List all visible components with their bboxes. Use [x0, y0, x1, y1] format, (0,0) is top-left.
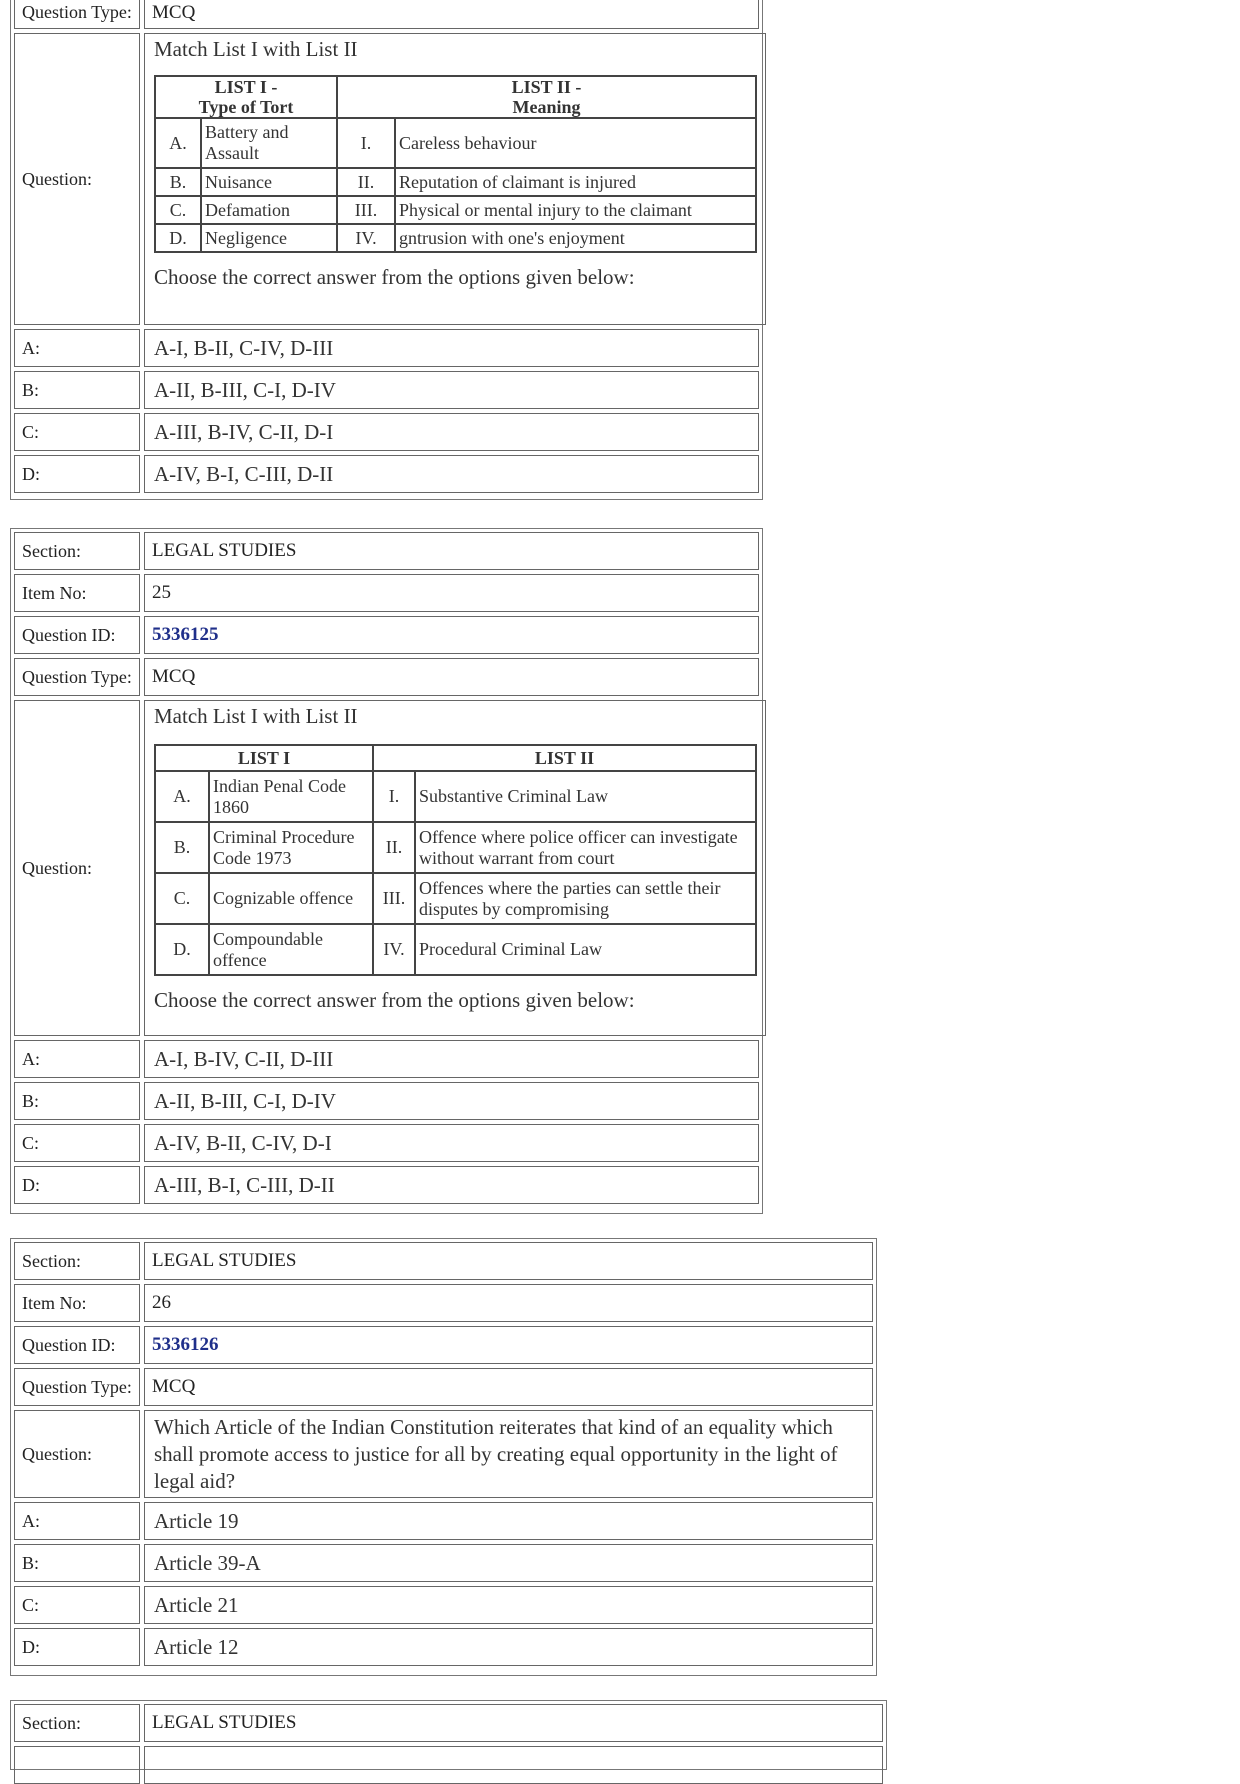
row-item: Nuisance [201, 168, 337, 196]
row-meaning: Offence where police officer can investigate without warrant from court [415, 822, 756, 873]
item-no-label: Item No: [14, 1284, 140, 1322]
question-type-row [14, 658, 759, 696]
question-type-label: Question Type: [14, 1368, 140, 1406]
item-no-value [144, 1746, 883, 1784]
option-c-label: C: [14, 413, 140, 451]
question-row [14, 700, 759, 1036]
option-row-a[interactable] [14, 329, 759, 367]
question-type-row [14, 1368, 873, 1406]
item-no-row [14, 1284, 873, 1322]
question-text: Which Article of the Indian Constitution reiterates that kind of an equality which shall promote access to justice for all by creating equal opportunity in the light of legal aid? [154, 1415, 838, 1493]
option-row-b[interactable] [14, 371, 759, 409]
option-row-b[interactable] [14, 1082, 759, 1120]
row-meaning: Substantive Criminal Law [415, 771, 756, 822]
row-item: Negligence [201, 224, 337, 252]
option-c-label: C: [14, 1586, 140, 1624]
question-label: Question: [14, 1410, 140, 1498]
option-d-text[interactable]: Article 12 [144, 1628, 873, 1666]
option-row-c[interactable] [14, 1586, 873, 1624]
option-c-text[interactable]: Article 21 [144, 1586, 873, 1624]
option-row-d[interactable] [14, 1166, 759, 1204]
question-type-row [14, 0, 759, 29]
option-row-d[interactable] [14, 455, 759, 493]
question-block-27 [10, 1700, 887, 1770]
row-num: II. [337, 168, 395, 196]
row-meaning: Offences where the parties can settle their disputes by compromising [415, 873, 756, 924]
option-c-text[interactable]: A-IV, B-II, C-IV, D-I [144, 1124, 759, 1162]
option-c-text[interactable]: A-III, B-IV, C-II, D-I [144, 413, 759, 451]
question-block-26 [10, 1238, 877, 1676]
row-num: I. [337, 118, 395, 168]
option-row-a[interactable] [14, 1040, 759, 1078]
match-table-header [155, 745, 756, 771]
option-a-label: A: [14, 1040, 140, 1078]
row-key: C. [155, 196, 201, 224]
row-num: I. [373, 771, 415, 822]
question-id-value [144, 1326, 873, 1364]
option-b-text[interactable]: Article 39-A [144, 1544, 873, 1582]
row-key: B. [155, 822, 209, 873]
match-table [154, 744, 757, 976]
match-row [155, 771, 756, 822]
row-meaning: Physical or mental injury to the claimant [395, 196, 756, 224]
row-num: III. [337, 196, 395, 224]
match-row [155, 924, 756, 975]
match-row [155, 224, 756, 252]
row-num: IV. [373, 924, 415, 975]
item-no-row [14, 574, 759, 612]
list1-header: LIST I - Type of Tort [155, 76, 337, 118]
row-num: III. [373, 873, 415, 924]
option-b-text[interactable]: A-II, B-III, C-I, D-IV [144, 371, 759, 409]
option-d-text[interactable]: A-III, B-I, C-III, D-II [144, 1166, 759, 1204]
row-key: D. [155, 924, 209, 975]
row-item: Compoundable offence [209, 924, 373, 975]
question-id-row [14, 616, 759, 654]
question-content [144, 33, 766, 325]
question-id-value [144, 616, 759, 654]
option-a-label: A: [14, 329, 140, 367]
option-d-label: D: [14, 455, 140, 493]
section-label: Section: [14, 1242, 140, 1280]
row-item: Battery and Assault [201, 118, 337, 168]
option-a-label: A: [14, 1502, 140, 1540]
row-meaning: Reputation of claimant is injured [395, 168, 756, 196]
question-intro: Match List I with List II [154, 37, 358, 61]
option-d-label: D: [14, 1628, 140, 1666]
question-content [144, 700, 766, 1036]
question-intro: Match List I with List II [154, 704, 358, 728]
section-row [14, 1704, 883, 1742]
section-row [14, 1242, 873, 1280]
question-content [144, 1410, 873, 1498]
row-item: Cognizable offence [209, 873, 373, 924]
list2-header: LIST II - Meaning [337, 76, 756, 118]
option-row-b[interactable] [14, 1544, 873, 1582]
question-type-value: MCQ [144, 1368, 873, 1406]
row-key: A. [155, 771, 209, 822]
question-type-label: Question Type: [14, 0, 140, 29]
item-no-value: 26 [144, 1284, 873, 1322]
section-value: LEGAL STUDIES [144, 1242, 873, 1280]
option-b-label: B: [14, 1544, 140, 1582]
question-type-value: MCQ [144, 0, 759, 29]
row-meaning: Procedural Criminal Law [415, 924, 756, 975]
option-b-text[interactable]: A-II, B-III, C-I, D-IV [144, 1082, 759, 1120]
row-item: Criminal Procedure Code 1973 [209, 822, 373, 873]
question-type-value: MCQ [144, 658, 759, 696]
row-key: C. [155, 873, 209, 924]
match-table [154, 75, 757, 253]
match-row [155, 873, 756, 924]
row-item: Defamation [201, 196, 337, 224]
match-row [155, 822, 756, 873]
option-a-text[interactable]: A-I, B-IV, C-II, D-III [144, 1040, 759, 1078]
question-block-24 [10, 0, 763, 500]
question-type-label: Question Type: [14, 658, 140, 696]
section-value: LEGAL STUDIES [144, 1704, 883, 1742]
question-id-label: Question ID: [14, 616, 140, 654]
item-no-label [14, 1746, 140, 1784]
section-label: Section: [14, 532, 140, 570]
option-d-text[interactable]: A-IV, B-I, C-III, D-II [144, 455, 759, 493]
choose-instruction: Choose the correct answer from the options given below: [154, 265, 635, 289]
match-row [155, 168, 756, 196]
choose-instruction: Choose the correct answer from the options given below: [154, 988, 635, 1012]
question-id-row [14, 1326, 873, 1364]
option-b-label: B: [14, 371, 140, 409]
question-row [14, 33, 759, 325]
match-table-header [155, 76, 756, 118]
question-id-number: 5336125 [152, 624, 219, 645]
option-a-text[interactable]: A-I, B-II, C-IV, D-III [144, 329, 759, 367]
row-num: IV. [337, 224, 395, 252]
item-no-row [14, 1746, 883, 1784]
option-row-c[interactable] [14, 413, 759, 451]
option-a-text[interactable]: Article 19 [144, 1502, 873, 1540]
option-row-c[interactable] [14, 1124, 759, 1162]
item-no-value: 25 [144, 574, 759, 612]
row-num: II. [373, 822, 415, 873]
question-label: Question: [14, 700, 140, 1036]
row-item: Indian Penal Code 1860 [209, 771, 373, 822]
question-id-label: Question ID: [14, 1326, 140, 1364]
option-row-a[interactable] [14, 1502, 873, 1540]
section-row [14, 532, 759, 570]
question-row [14, 1410, 873, 1498]
list2-header: LIST II [373, 745, 756, 771]
match-row [155, 118, 756, 168]
question-label: Question: [14, 33, 140, 325]
row-key: A. [155, 118, 201, 168]
option-b-label: B: [14, 1082, 140, 1120]
question-id-number: 5336126 [152, 1334, 219, 1355]
match-row [155, 196, 756, 224]
item-no-label: Item No: [14, 574, 140, 612]
section-value: LEGAL STUDIES [144, 532, 759, 570]
option-row-d[interactable] [14, 1628, 873, 1666]
option-c-label: C: [14, 1124, 140, 1162]
option-d-label: D: [14, 1166, 140, 1204]
row-key: D. [155, 224, 201, 252]
section-label: Section: [14, 1704, 140, 1742]
question-block-25 [10, 528, 763, 1214]
list1-header: LIST I [155, 745, 373, 771]
row-key: B. [155, 168, 201, 196]
row-meaning: Careless behaviour [395, 118, 756, 168]
row-meaning: gntrusion with one's enjoyment [395, 224, 756, 252]
